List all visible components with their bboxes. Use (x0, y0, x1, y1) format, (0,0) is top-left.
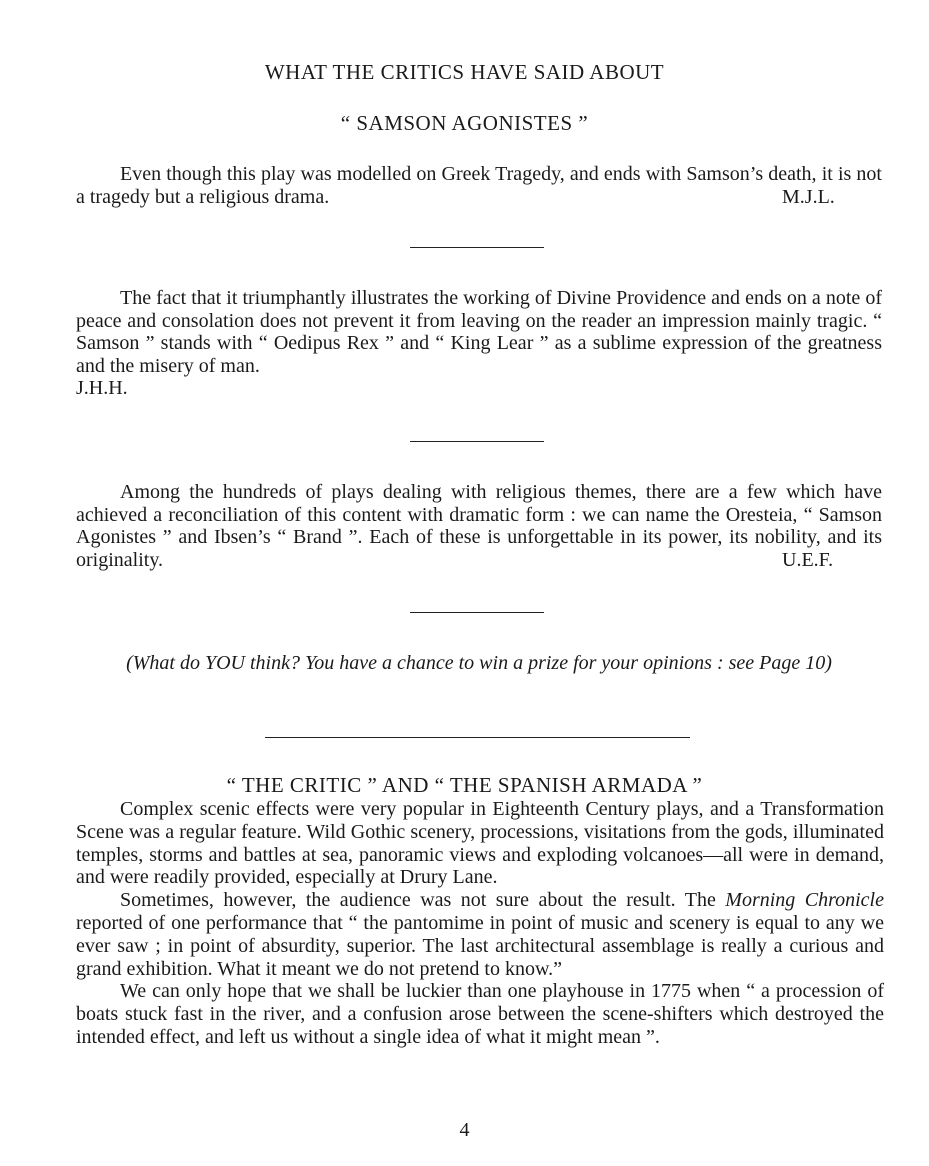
page-title: WHAT THE CRITICS HAVE SAID ABOUT (264, 60, 665, 84)
prize-prompt: (What do YOU think? You have a chance to win a prize for your opinions : see Page 10) (126, 652, 832, 674)
quote-author: U.E.F. (782, 548, 834, 571)
article-paragraph: Sometimes, however, the audience was not sure about the result. The Morning Chronicle reported of one performance that “ the pantomime in point of music and scenery is equal to any we ever saw ; in point of absurdity, superior. The last architectural assemblage is really a curious and grand exhibition. What it meant we do not pretend to know.” (76, 889, 884, 980)
divider (410, 612, 544, 613)
quote-author: M.J.L. (782, 185, 835, 208)
article-paragraph: We can only hope that we shall be luckier than one playhouse in 1775 when “ a procession of boats stuck fast in the river, and a confusion arose between the scene-shifters which destroyed the intended effect, and left us without a single idea of what it might mean ”. (76, 980, 884, 1048)
quote-text: The fact that it triumphantly illustrates the working of Divine Providence and ends on a note of peace and consolation does not prevent it from leaving on the reader an impression mainly tragic. “ Samson ” stands with “ Oedipus Rex ” and “ King Lear ” as a sublime expression of the greatness and the misery of man. (76, 287, 882, 377)
divider (410, 441, 544, 442)
section-divider (265, 737, 690, 738)
critic-quote-3 (76, 481, 882, 571)
critic-quote-2 (76, 287, 882, 400)
newspaper-name: Morning Chronicle (725, 889, 884, 912)
quote-text: Among the hundreds of plays dealing with religious themes, there are a few which have achieved a reconciliation of this content with dramatic form : we can name the Oresteia, “ Samson Agonistes ” and Ibsen’s “ Brand ”. Each of these is unforgettable in its power, its nobility, and its originality. (76, 481, 882, 571)
divider (410, 247, 544, 248)
page-subtitle: “ SAMSON AGONISTES ” (340, 111, 589, 135)
page-number: 4 (459, 1119, 470, 1141)
article-paragraph: Complex scenic effects were very popular in Eighteenth Century plays, and a Transformation Scene was a regular feature. Wild Gothic scenery, processions, visitations from the gods, illuminated temples, storms and battles at sea, panoramic views and exploding volcanoes—all were in demand, and were readily provided, especially at Drury Lane. (76, 798, 884, 889)
quote-text: Even though this play was modelled on Greek Tragedy, and ends with Samson’s death, it is not a tragedy but a religious drama. (76, 163, 882, 208)
article-title: “ THE CRITIC ” AND “ THE SPANISH ARMADA ” (226, 773, 703, 797)
critic-quote-1 (76, 163, 882, 208)
article-body (76, 798, 884, 1049)
quote-author: J.H.H. (76, 377, 128, 399)
